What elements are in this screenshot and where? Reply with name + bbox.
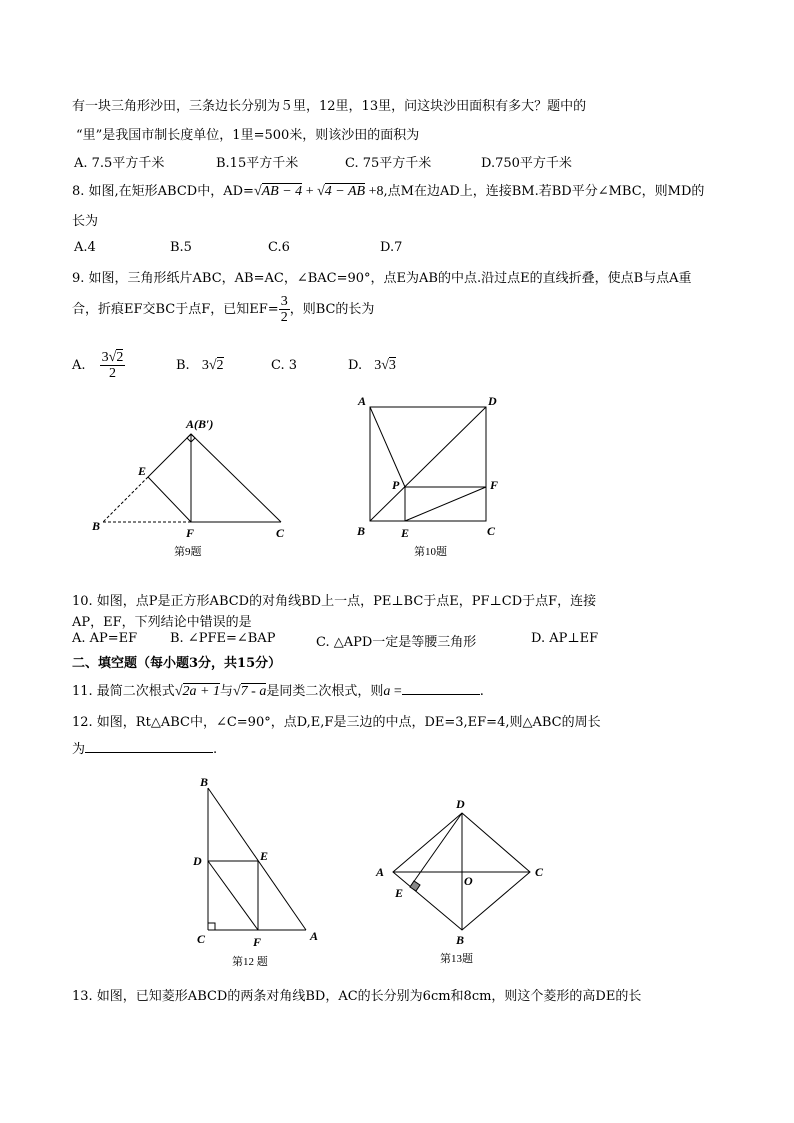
q7-option-d: D.750平方千米 — [481, 156, 572, 171]
q9-option-b: B. 3√2 — [176, 358, 224, 373]
fig12-right-angle-mark — [208, 923, 215, 930]
q9-option-a: A. $\frac{3√2}{2}$ — [72, 350, 124, 381]
q8-radical-2: √4 − AB — [317, 184, 366, 199]
fig13-label-a: A — [376, 865, 385, 879]
fig13-label-o: O — [464, 874, 473, 888]
fig12-label-b: B — [200, 775, 209, 789]
fig9-label-c: C — [276, 526, 285, 540]
fig9-side-ac — [191, 434, 281, 522]
q9-line2-suffix: ，则BC的长为 — [289, 302, 375, 317]
fig9-label-f: F — [186, 526, 195, 540]
q8-plus: + — [302, 184, 318, 199]
q11-var: a — [383, 684, 391, 699]
fig13-caption: 第13题 — [440, 953, 473, 965]
fig13-height-de — [410, 813, 462, 887]
fig12-label-d: D — [193, 854, 202, 868]
q10-option-d: D. AP⊥EF — [531, 631, 599, 646]
fig10-label-b: B — [357, 524, 366, 538]
q11-eq: = — [390, 684, 402, 699]
q11-radical-1: √2a + 1 — [174, 684, 220, 699]
figure-13 — [393, 813, 530, 930]
fig9-side-ae — [148, 434, 191, 477]
q10-option-c: C. △APD一定是等腰三角形 — [316, 635, 477, 650]
fig9-caption: 第9题 — [174, 546, 202, 558]
fig10-label-f: F — [490, 478, 499, 492]
fig10-segment-ap — [370, 407, 405, 487]
q9-option-d: D. 3√3 — [348, 358, 396, 373]
figure-9 — [103, 434, 281, 522]
q7-line2: “里”是我国市制长度单位，1里=500米，则该沙田的面积为 — [76, 128, 420, 143]
q12-line2 — [72, 738, 217, 757]
q8-option-c: C.6 — [268, 240, 290, 255]
q8-line2: 长为 — [72, 214, 99, 229]
q7-option-a: A. 7.5平方千米 — [74, 156, 165, 171]
fig10-label-e: E — [401, 526, 410, 540]
fig12-label-f: F — [253, 935, 262, 949]
q11-answer-blank[interactable] — [402, 694, 480, 695]
section-2-title: 二、填空题（每小题3分，共15分） — [72, 656, 282, 671]
fig12-hypotenuse-ab — [208, 788, 306, 930]
fig10-diagonal-bd — [370, 407, 486, 521]
q8-option-b: B.5 — [170, 240, 192, 255]
q7-line1: 有一块三角形沙田，三条边长分别为５里，12里，13里，问这块沙田面积有多大？题中的 — [72, 99, 587, 114]
fig12-label-c: C — [197, 932, 206, 946]
q9-line2-prefix: 合，折痕EF交BC于点F，已知EF= — [72, 302, 279, 317]
q9-ef-fraction: $\frac{3}{2}$ — [280, 294, 288, 325]
fig13-label-d: D — [456, 797, 465, 811]
q11-radical-2: √7 - a — [232, 684, 267, 699]
q8-line1 — [72, 180, 704, 200]
fig9-fold-ef — [148, 477, 191, 522]
fig10-label-d: D — [488, 394, 497, 408]
fig13-label-c: C — [535, 865, 544, 879]
fig9-label-b: B — [92, 519, 101, 533]
q12-end: . — [213, 742, 218, 757]
q7-option-c: C. 75平方千米 — [345, 156, 432, 171]
q11-mid: 与 — [219, 684, 233, 699]
fig9-label-e: E — [138, 464, 147, 478]
q8-option-d: D.7 — [380, 240, 403, 255]
fig12-caption: 第12 题 — [232, 956, 268, 968]
q8-prefix: 8. 如图,在矩形ABCD中，AD= — [72, 184, 254, 199]
q12-prefix: 为 — [72, 742, 86, 757]
q13-line1: 13. 如图，已知菱形ABCD的两条对角线BD，AC的长分别为6cm和8cm，则这个菱形的高DE的长 — [72, 989, 642, 1004]
q9-line1: 9. 如图，三角形纸片ABC，AB=AC，∠BAC=90°，点E为AB的中点.沿过点E的直线折叠，使点B与点A重 — [72, 271, 692, 286]
q9-option-c: C. 3 — [271, 358, 298, 373]
figures-9-10 — [0, 385, 794, 565]
fig10-segment-ef — [405, 487, 486, 521]
q8-suffix: ,点M在边AD上，连接BM.若BD平分∠MBC，则MD的 — [383, 184, 705, 199]
q10-line1: 10. 如图，点P是正方形ABCD的对角线BD上一点，PE⊥BC于点E，PF⊥CD于点F，连接 — [72, 594, 597, 609]
q10-option-b: B. ∠PFE=∠BAP — [170, 631, 276, 646]
figure-12 — [208, 788, 306, 930]
q8-option-a: A.4 — [74, 240, 96, 255]
q8-tail-expr: +8 — [365, 184, 384, 199]
q12-line1: 12. 如图，Rt△ABC中，∠C=90°，点D,E,F是三边的中点，DE=3,EF=4,则△ABC的周长 — [72, 715, 601, 730]
q11-end: . — [479, 684, 484, 699]
fig10-caption: 第10题 — [414, 546, 447, 558]
fig13-label-b: B — [456, 933, 465, 947]
q11-line — [72, 680, 484, 700]
fig9-dashed-eb — [103, 477, 148, 522]
radical-sign-icon: √ — [253, 184, 262, 199]
fig10-label-a: A — [358, 394, 367, 408]
q10-option-a: A. AP=EF — [72, 631, 138, 646]
fig13-right-angle-mark — [410, 881, 420, 891]
fig12-segment-df — [208, 861, 258, 930]
radical-sign-icon: √ — [317, 184, 325, 199]
q11-suffix: 是同类二次根式，则 — [266, 684, 384, 699]
figure-10 — [370, 407, 486, 521]
fig9-label-a: A(B′) — [186, 417, 214, 431]
q11-prefix: 11. 最简二次根式 — [72, 684, 175, 699]
fig10-label-c: C — [487, 524, 496, 538]
figures-12-13 — [0, 770, 794, 975]
fig10-label-p: P — [392, 478, 400, 492]
fig12-label-a: A — [310, 929, 319, 943]
q10-line2: AP，EF，下列结论中错误的是 — [72, 615, 252, 630]
q12-answer-blank[interactable] — [85, 752, 213, 753]
q8-radical-1: √AB − 4 — [253, 184, 303, 199]
fig13-label-e: E — [395, 886, 404, 900]
q7-option-b: B.15平方千米 — [216, 156, 299, 171]
fig12-label-e: E — [260, 849, 269, 863]
q9-line2 — [72, 294, 374, 325]
